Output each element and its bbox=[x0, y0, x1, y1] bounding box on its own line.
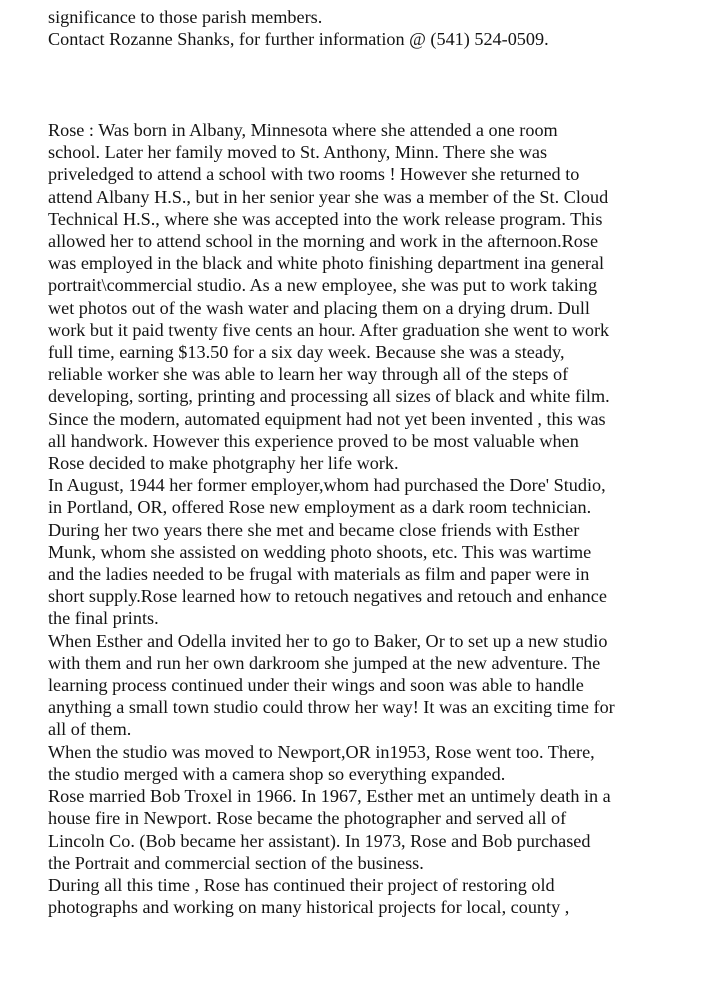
text-line: allowed her to attend school in the morning and work in the afternoon.Rose bbox=[48, 231, 599, 252]
text-line: When Esther and Odella invited her to go to Baker, Or to set up a new studio bbox=[48, 630, 608, 651]
text-line: the studio merged with a camera shop so everything expanded. bbox=[48, 763, 506, 784]
text-line: attend Albany H.S., but in her senior year she was a member of the St. Cloud bbox=[48, 186, 609, 207]
header-paragraph bbox=[48, 6, 718, 50]
text-line: work but it paid twenty five cents an hour. After graduation she went to work bbox=[48, 319, 610, 340]
text-line: Since the modern, automated equipment had not yet been invented , this was bbox=[48, 408, 606, 429]
text-line: In August, 1944 her former employer,whom had purchased the Dore' Studio, bbox=[48, 475, 606, 496]
text-line: priveledged to attend a school with two rooms ! However she returned to bbox=[48, 164, 580, 185]
text-line: learning process continued under their wings and soon was able to handle bbox=[48, 675, 584, 696]
contact-line: Contact Rozanne Shanks, for further information @ (541) 524-0509. bbox=[48, 29, 549, 50]
text-line: school. Later her family moved to St. Anthony, Minn. There she was bbox=[48, 142, 548, 163]
text-line: reliable worker she was able to learn her way through all of the steps of bbox=[48, 364, 569, 385]
text-line: full time, earning $13.50 for a six day week. Because she was a steady, bbox=[48, 342, 565, 363]
text-line: Lincoln Co. (Bob became her assistant). In 1973, Rose and Bob purchased bbox=[48, 830, 591, 851]
text-line: developing, sorting, printing and processing all sizes of black and white film. bbox=[48, 386, 610, 407]
text-line: in Portland, OR, offered Rose new employment as a dark room technician. bbox=[48, 497, 592, 518]
text-line: short supply.Rose learned how to retouch negatives and retouch and enhance bbox=[48, 586, 607, 607]
text-line: anything a small town studio could throw her way! It was an exciting time for bbox=[48, 697, 615, 718]
text-line: and the ladies needed to be frugal with materials as film and paper were in bbox=[48, 564, 590, 585]
text-line: During all this time , Rose has continued their project of restoring old bbox=[48, 874, 555, 895]
text-line: Technical H.S., where she was accepted into the work release program. This bbox=[48, 208, 603, 229]
text-line: wet photos out of the wash water and placing them on a drying drum. Dull bbox=[48, 297, 590, 318]
text-line: all of them. bbox=[48, 719, 132, 740]
text-line: the Portrait and commercial section of the business. bbox=[48, 852, 424, 873]
text-line: all handwork. However this experience proved to be most valuable when bbox=[48, 430, 579, 451]
text-line: with them and run her own darkroom she jumped at the new adventure. The bbox=[48, 652, 601, 673]
text-line: Rose : Was born in Albany, Minnesota where she attended a one room bbox=[48, 120, 558, 140]
text-line: photographs and working on many historical projects for local, county , bbox=[48, 897, 570, 918]
text-line: Rose married Bob Troxel in 1966. In 1967, Esther met an untimely death in a bbox=[48, 786, 611, 807]
biography-text bbox=[48, 119, 718, 918]
text-line: portrait\commercial studio. As a new employee, she was put to work taking bbox=[48, 275, 598, 296]
text-line: was employed in the black and white photo finishing department ina general bbox=[48, 253, 605, 274]
text-line: house fire in Newport. Rose became the photographer and served all of bbox=[48, 808, 567, 829]
text-line: Rose decided to make photgraphy her life work. bbox=[48, 453, 399, 474]
text-line: When the studio was moved to Newport,OR in1953, Rose went too. There, bbox=[48, 741, 595, 762]
text-line: Munk, whom she assisted on wedding photo shoots, etc. This was wartime bbox=[48, 541, 592, 562]
text-line: significance to those parish members. bbox=[48, 7, 323, 27]
text-line: the final prints. bbox=[48, 608, 159, 629]
text-line: During her two years there she met and became close friends with Esther bbox=[48, 519, 580, 540]
